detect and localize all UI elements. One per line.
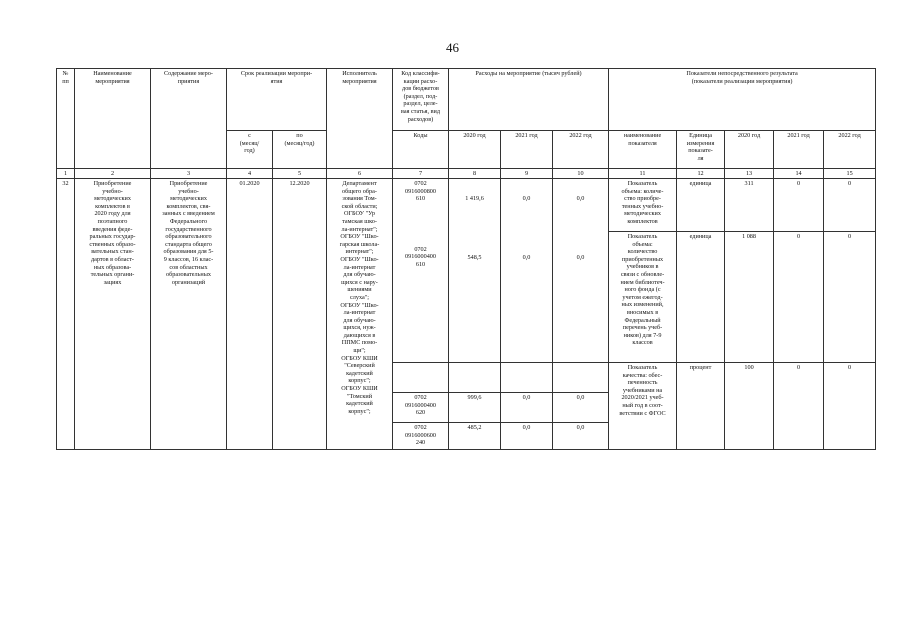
indicator-2020: 1 088 <box>725 232 774 363</box>
expense-2020: 999,6 <box>449 393 501 423</box>
expense-2020: 1 419,6 <box>449 179 501 242</box>
row-from: 01.2020 <box>227 179 273 450</box>
indicator-unit: единица <box>677 179 725 232</box>
header-period: Срок реализации меропри- ятия <box>227 69 327 131</box>
indicator-name: Показатель качества: обес- печенность учебниками на 2020/2021 учеб- ный год в соот- ветствии с ФГОС <box>609 363 677 450</box>
row-activity-content: Приобретение учебно- методических комплектов, свя- занных с введением Федерального государственного образовательного стандарта общего образования для 5- 9 классов, 16 клас- сов областных образовательных организаций <box>151 179 227 450</box>
header-ind-2021: 2021 год <box>774 131 824 169</box>
header-ind-2020: 2020 год <box>725 131 774 169</box>
header-indicators: Показатели непосредственного результата (показатели реализации мероприятия) <box>609 69 876 131</box>
header-executor: Исполнитель мероприятия <box>327 69 393 169</box>
row-executor: Департамент общего обра- зования Том- ской области; ОГБОУ "Ур тамская шко- ла-интернат"; ОГБОУ "Шко- гарская школа- интернат"; ОГБОУ "Шко- ла-интернат для обучаю- щихся с нару- шениями слуха"; ОГБОУ "Шко- ла-интернат для обучаю- щихся, нуж- дающихся в ППМС помо- щи"; ОГБОУ КШИ "Северский кадетский корпус"; ОГБОУ КШИ "Томский кадетский корпус"; <box>327 179 393 450</box>
expense-spacer <box>501 363 553 393</box>
header-2020: 2020 год <box>449 131 501 169</box>
expense-2021: 0,0 <box>501 423 553 450</box>
page-number: 46 <box>446 40 459 55</box>
header-unit: Единица измерения показате- ля <box>677 131 725 169</box>
expense-2021: 0,0 <box>501 242 553 363</box>
header-2021: 2021 год <box>501 131 553 169</box>
column-numbers-row <box>57 169 876 179</box>
indicator-unit: процент <box>677 363 725 450</box>
indicator-2020: 100 <box>725 363 774 450</box>
row-number: 32 <box>57 179 75 450</box>
expense-2022: 0,0 <box>553 179 609 242</box>
indicator-2022: 0 <box>824 363 876 450</box>
colnum: 5 <box>273 169 327 179</box>
code-spacer <box>393 363 449 393</box>
expense-spacer <box>449 363 501 393</box>
header-2022: 2022 год <box>553 131 609 169</box>
expense-2022: 0,0 <box>553 242 609 363</box>
row-activity-name: Приобретение учебно- методических комплектов в 2020 году для поэтапного введения феде- ральных государ- ственных образо- вательных стан- дартов в област- ных образова- тельных органи- зациях <box>75 179 151 450</box>
colnum: 3 <box>151 169 227 179</box>
header-row-1 <box>57 69 876 131</box>
header-classification: Код классифи- кации расхо- дов бюджетов (раздел, под- раздел, целе- вая статья, вид расходов) <box>393 69 449 131</box>
indicator-2021: 0 <box>774 363 824 450</box>
colnum: 11 <box>609 169 677 179</box>
colnum: 10 <box>553 169 609 179</box>
code-cell: 0702 0916000600 240 <box>393 423 449 450</box>
indicator-2022: 0 <box>824 232 876 363</box>
expense-2021: 0,0 <box>501 179 553 242</box>
header-ind-2022: 2022 год <box>824 131 876 169</box>
colnum: 13 <box>725 169 774 179</box>
indicator-name: Показатель объема: количество приобретенных учебников в связи с обновле- нием библиотеч- ного фонда (с учетом ежегод- ных изменений, вносимых в Федеральный перечень учеб- ников) для 7-9 классов <box>609 232 677 363</box>
indicator-2020: 311 <box>725 179 774 232</box>
colnum: 9 <box>501 169 553 179</box>
code-cell: 0702 0916000400 620 <box>393 393 449 423</box>
table-row <box>57 179 876 232</box>
colnum: 6 <box>327 169 393 179</box>
colnum: 7 <box>393 169 449 179</box>
colnum: 15 <box>824 169 876 179</box>
expense-2022: 0,0 <box>553 393 609 423</box>
header-indicator-name: наименование показателя <box>609 131 677 169</box>
header-num: № пп <box>57 69 75 169</box>
header-expenses: Расходы на мероприятие (тысяч рублей) <box>449 69 609 131</box>
code-cell: 0702 0916000800 610 <box>393 179 449 242</box>
header-to: по (месяц/год) <box>273 131 327 169</box>
header-from: с (месяц/ год) <box>227 131 273 169</box>
header-codes: Коды <box>393 131 449 169</box>
row-to: 12.2020 <box>273 179 327 450</box>
indicator-name: Показатель объема: количе- ство приобре- тенных учебно- методических комплектов <box>609 179 677 232</box>
expense-2021: 0,0 <box>501 393 553 423</box>
colnum: 2 <box>75 169 151 179</box>
indicator-2021: 0 <box>774 179 824 232</box>
colnum: 14 <box>774 169 824 179</box>
expense-2020: 485,2 <box>449 423 501 450</box>
expense-spacer <box>553 363 609 393</box>
header-name: Наименование мероприятия <box>75 69 151 169</box>
code-cell: 0702 0916000400 610 <box>393 242 449 363</box>
header-content: Содержание меро- приятия <box>151 69 227 169</box>
activities-table <box>56 68 876 450</box>
expense-2022: 0,0 <box>553 423 609 450</box>
colnum: 4 <box>227 169 273 179</box>
expense-2020: 548,5 <box>449 242 501 363</box>
indicator-2021: 0 <box>774 232 824 363</box>
colnum: 8 <box>449 169 501 179</box>
indicator-unit: единица <box>677 232 725 363</box>
colnum: 1 <box>57 169 75 179</box>
colnum: 12 <box>677 169 725 179</box>
indicator-2022: 0 <box>824 179 876 232</box>
